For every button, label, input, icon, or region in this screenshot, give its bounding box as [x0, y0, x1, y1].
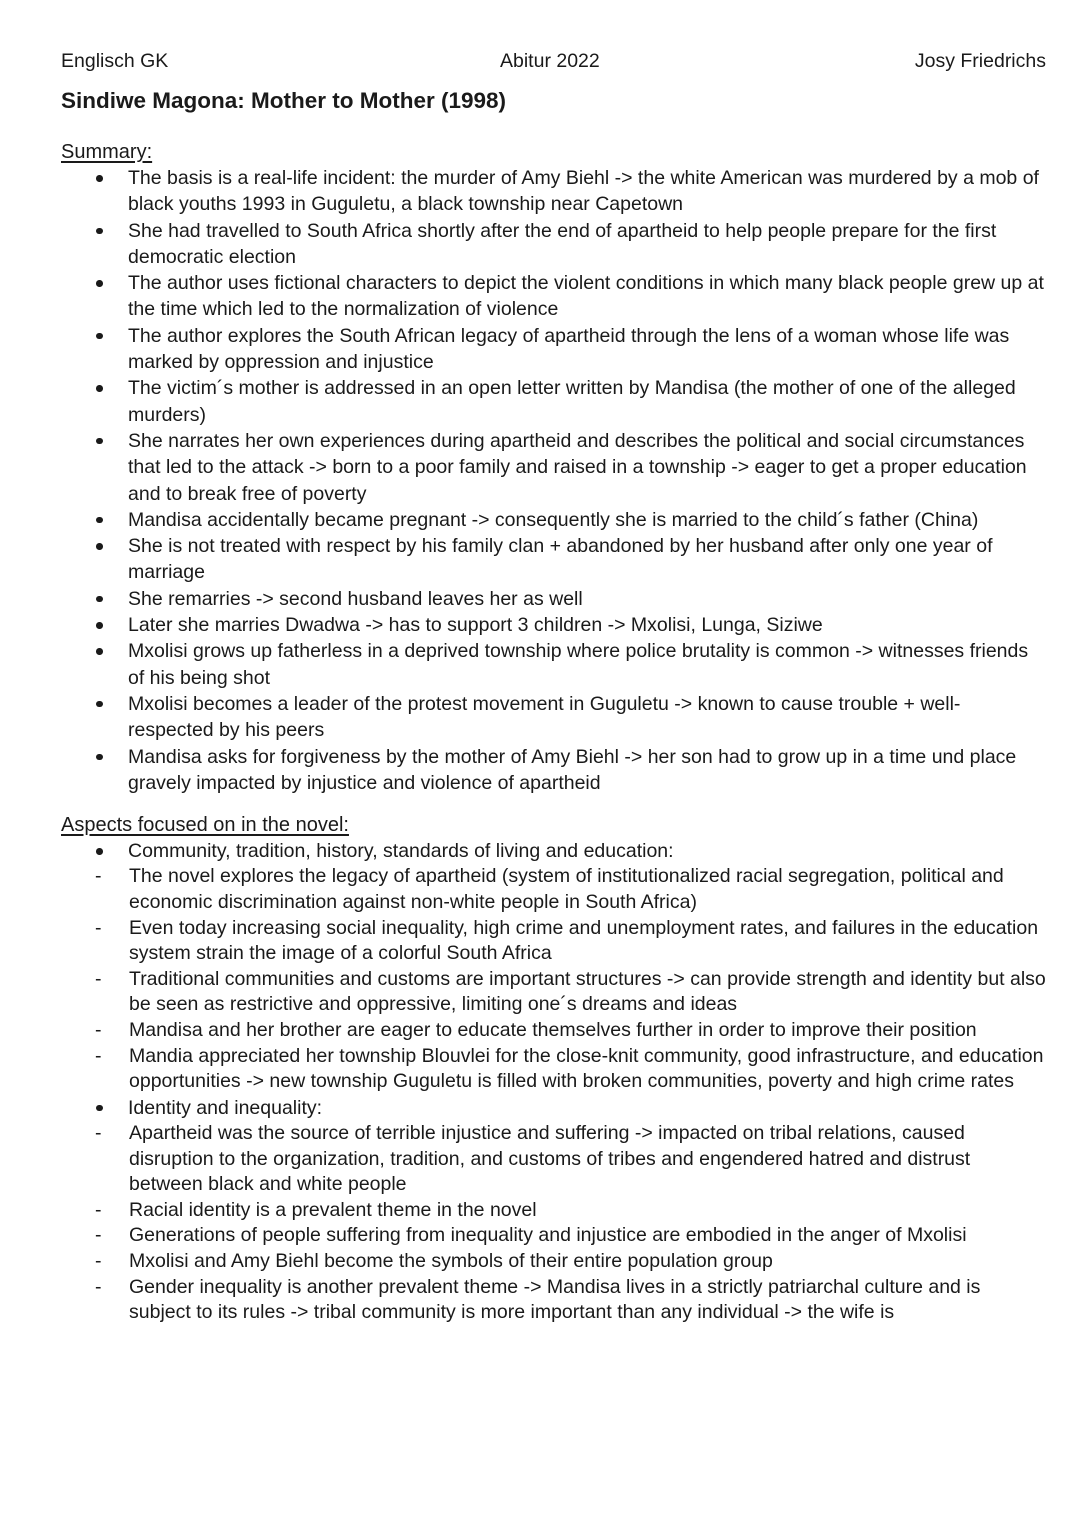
aspect-topic	[61, 838, 1046, 1095]
summary-item: She narrates her own experiences during apartheid and describes the political and social circumstances that led to the attack -> born to a poor family and raised in a township -> eager to get a proper education and to break free of poverty	[61, 428, 1046, 507]
aspect-point: - The novel explores the legacy of apartheid (system of institutionalized racial segregation, political and economic discrimination against non-white people in South Africa)	[95, 864, 1046, 915]
summary-item: Later she marries Dwadwa -> has to support 3 children -> Mxolisi, Lunga, Siziwe	[61, 612, 1046, 638]
aspect-point: - Mandisa and her brother are eager to educate themselves further in order to improve their position	[95, 1018, 1046, 1044]
page-header	[61, 46, 1046, 76]
summary-item: She remarries -> second husband leaves her as well	[61, 586, 1046, 612]
summary-item: She had travelled to South Africa shortly after the end of apartheid to help people prepare for the first democratic election	[61, 218, 1046, 271]
aspect-points	[128, 1121, 1046, 1326]
document-title: Sindiwe Magona: Mother to Mother (1998)	[61, 88, 507, 113]
summary-list	[61, 165, 1046, 796]
summary-item: The victim´s mother is addressed in an open letter written by Mandisa (the mother of one of the alleged murders)	[61, 375, 1046, 428]
aspects-heading: Aspects focused on in the novel:	[61, 814, 349, 837]
summary-item: The author explores the South African legacy of apartheid through the lens of a woman whose life was marked by oppression and injustice	[61, 323, 1046, 376]
aspect-point: - Racial identity is a prevalent theme in the novel	[95, 1198, 1046, 1224]
aspect-point: - Apartheid was the source of terrible injustice and suffering -> impacted on tribal relations, caused disruption to the organization, tradition, and customs of tribes and engendered hatred and distrust between black and white people	[95, 1121, 1046, 1198]
summary-item: Mxolisi grows up fatherless in a deprived township where police brutality is common -> witnesses friends of his being shot	[61, 638, 1046, 691]
aspect-point: - Generations of people suffering from inequality and injustice are embodied in the anger of Mxolisi	[95, 1223, 1046, 1249]
summary-item: Mandisa asks for forgiveness by the mother of Amy Biehl -> her son had to grow up in a time und place gravely impacted by injustice and violence of apartheid	[61, 744, 1046, 797]
aspects-list	[61, 838, 1046, 1326]
aspect-point: - Gender inequality is another prevalent theme -> Mandisa lives in a strictly patriarchal culture and is subject to its rules -> tribal community is more important than any individual -> the wife is	[95, 1275, 1046, 1326]
aspect-point: - Traditional communities and customs are important structures -> can provide strength and identity but also be seen as restrictive and oppressive, limiting one´s dreams and ideas	[95, 967, 1046, 1018]
aspect-points	[128, 864, 1046, 1094]
aspect-topic	[61, 1095, 1046, 1326]
summary-heading: Summary:	[61, 141, 153, 163]
header-course: Englisch GK	[61, 50, 169, 72]
aspect-point: - Mxolisi and Amy Biehl become the symbols of their entire population group	[95, 1249, 1046, 1275]
aspect-topic-label: Community, tradition, history, standards of living and education:	[128, 840, 674, 863]
aspect-point: - Even today increasing social inequality, high crime and unemployment rates, and failures in the education system strain the image of a colorful South Africa	[95, 916, 1046, 967]
aspect-point: - Mandia appreciated her township Blouvlei for the close-knit community, good infrastructure, and education opportunities -> new township Guguletu is filled with broken communities, poverty and high crime rates	[95, 1044, 1046, 1095]
header-author: Josy Friedrichs	[914, 50, 1046, 72]
summary-item: She is not treated with respect by his family clan + abandoned by her husband after only one year of marriage	[61, 533, 1046, 586]
aspect-topic-label: Identity and inequality:	[128, 1096, 323, 1119]
summary-item: The author uses fictional characters to depict the violent conditions in which many black people grew up at the time which led to the normalization of violence	[61, 270, 1046, 323]
summary-item: Mandisa accidentally became pregnant -> consequently she is married to the child´s father (China)	[61, 507, 1046, 533]
summary-item: The basis is a real-life incident: the murder of Amy Biehl -> the white American was murdered by a mob of black youths 1993 in Guguletu, a black township near Capetown	[61, 165, 1046, 218]
summary-item: Mxolisi becomes a leader of the protest movement in Guguletu -> known to cause trouble + well-respected by his peers	[61, 691, 1046, 744]
header-exam: Abitur 2022	[500, 50, 600, 72]
